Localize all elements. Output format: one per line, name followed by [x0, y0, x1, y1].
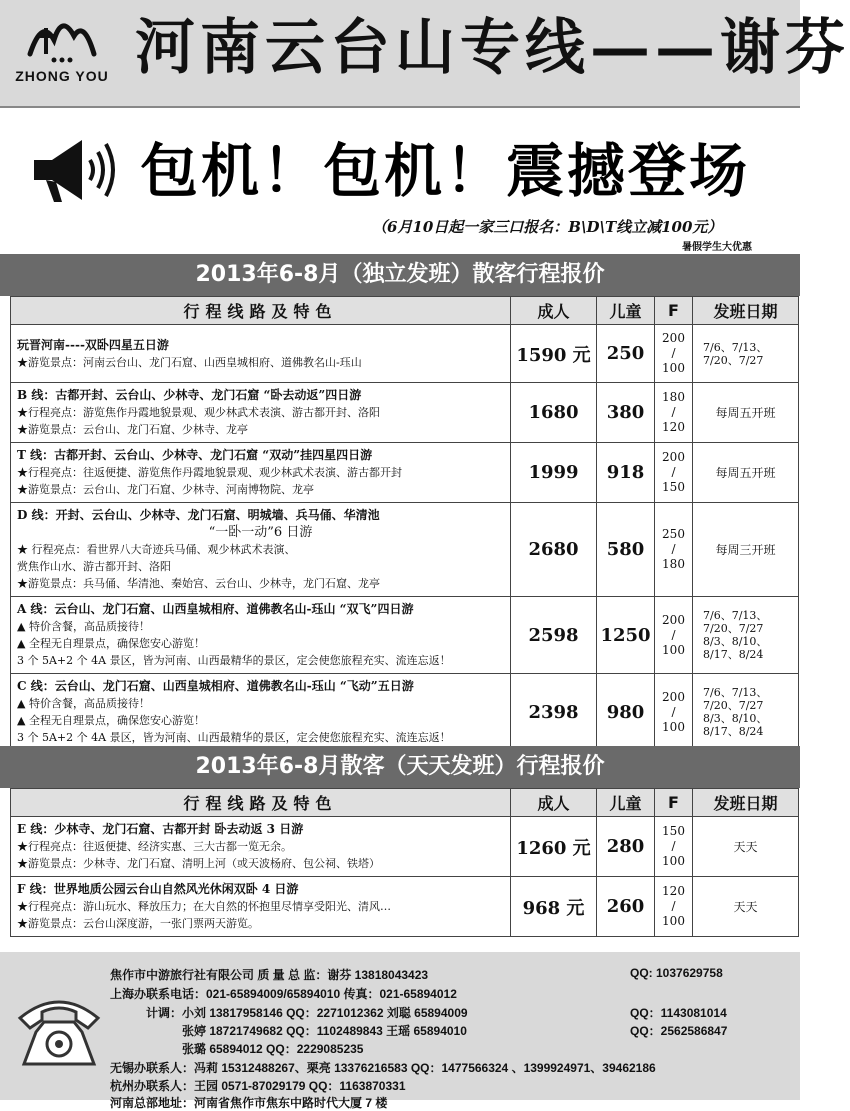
f-price-separator: / — [671, 346, 676, 360]
route-detail: ★游览景点：云台山、龙门石窟、少林寺、河南博物院、龙亭 — [17, 483, 314, 496]
f-price-separator: / — [671, 465, 676, 479]
header-date: 发班日期 — [693, 297, 799, 325]
f-price-bottom: 180 — [662, 557, 685, 571]
departure-date: 天天 — [693, 877, 799, 937]
contact-row-hangzhou: 杭州办联系人：王园 0571-87029179 QQ：1163870331 — [110, 1079, 406, 1093]
page-title: 河南云台山专线——谢芬 — [135, 13, 850, 83]
route-cell — [11, 877, 511, 937]
f-price-cell — [655, 503, 693, 597]
contact-row-planner-2-qq: QQ：2562586847 — [630, 1024, 728, 1038]
route-detail: “一卧一动”6 日游 — [208, 525, 313, 540]
table-row — [11, 325, 799, 383]
promo-banner — [0, 110, 800, 253]
promo-discount-note: （6月10日起一家三口报名：B\D\T线立减100元） — [372, 218, 723, 236]
adult-price: 1999 — [511, 443, 597, 503]
adult-price: 1590 元 — [511, 325, 597, 383]
header-f: F — [655, 789, 693, 817]
header-banner — [0, 0, 850, 108]
header-child: 儿童 — [597, 789, 655, 817]
adult-price: 968 元 — [511, 877, 597, 937]
f-price-cell — [655, 877, 693, 937]
table-row — [11, 383, 799, 443]
f-price-separator: / — [671, 704, 676, 719]
route-title: A 线：云台山、龙门石窟、山西皇城相府、道佛教名山-珏山 “双飞”四日游 — [17, 602, 414, 616]
departure-date: 每周五开班 — [693, 383, 799, 443]
header-route: 行程线路及特色 — [11, 789, 511, 817]
company-logo — [6, 6, 118, 100]
contact-row-address: 河南总部地址：河南省焦作市焦东中路时代大厦 7 楼 — [110, 1096, 388, 1110]
departure-date: 7/6、7/13、 7/20、7/27 8/3、8/10、 8/17、8/24 — [693, 597, 799, 674]
departure-date: 7/6、7/13、 7/20、7/27 — [693, 325, 799, 383]
header-child: 儿童 — [597, 297, 655, 325]
telephone-icon — [14, 988, 104, 1074]
f-price-top: 120 — [662, 884, 685, 898]
child-price: 380 — [597, 383, 655, 443]
f-price-cell — [655, 674, 693, 751]
route-cell — [11, 443, 511, 503]
route-cell — [11, 817, 511, 877]
f-price-cell — [655, 383, 693, 443]
route-title: F 线：世界地质公园云台山自然风光休闲双卧 4 日游 — [17, 882, 299, 896]
section1-table — [10, 296, 799, 751]
adult-price: 2598 — [511, 597, 597, 674]
departure-date: 每周三开班 — [693, 503, 799, 597]
route-title: T 线：古都开封、云台山、少林寺、龙门石窟 “双动”挂四星四日游 — [17, 448, 373, 462]
route-detail: ▲ 特价含餐，高品质接待！ — [17, 697, 150, 710]
f-price-cell — [655, 597, 693, 674]
promo-student-note: 暑假学生大优惠 — [682, 242, 752, 253]
route-detail: 3 个 5A+2 个 4A 景区，皆为河南、山西最精华的景区，定会使您旅程充实、流连忘返！ — [17, 731, 451, 744]
header-adult: 成人 — [511, 297, 597, 325]
header-route: 行程线路及特色 — [11, 297, 511, 325]
table-header-row — [11, 297, 799, 325]
section1-title: 2013年6-8月（独立发班）散客行程报价 — [0, 254, 800, 296]
f-price-bottom: 100 — [662, 854, 685, 868]
table-row — [11, 443, 799, 503]
table-row — [11, 597, 799, 674]
route-cell — [11, 674, 511, 751]
route-detail: ★行程亮点：往返便捷、游览焦作丹霞地貌景观、观少林武术表演、游古都开封 — [17, 466, 402, 479]
section2-title: 2013年6-8月散客（天天发班）行程报价 — [0, 746, 800, 788]
f-price-bottom: 150 — [662, 480, 685, 494]
child-price: 918 — [597, 443, 655, 503]
f-price-separator: / — [671, 839, 676, 853]
header-date: 发班日期 — [693, 789, 799, 817]
f-price-separator: / — [671, 405, 676, 419]
table-row — [11, 877, 799, 937]
child-price: 260 — [597, 877, 655, 937]
route-detail: ★游览景点：兵马俑、华清池、秦始宫、云台山、少林寺，龙门石窟、龙亭 — [17, 577, 380, 590]
f-price-separator: / — [671, 627, 676, 642]
adult-price: 2398 — [511, 674, 597, 751]
contact-footer — [0, 952, 800, 1110]
f-price-bottom: 100 — [662, 719, 685, 734]
route-title: D 线：开封、云台山、少林寺、龙门石窟、明城墙、兵马俑、华清池 — [17, 508, 380, 522]
departure-date: 7/6、7/13、 7/20、7/27 8/3、8/10、 8/17、8/24 — [693, 674, 799, 751]
route-cell — [11, 503, 511, 597]
route-detail: ★ 行程亮点：看世界八大奇迹兵马俑、观少林武术表演、 — [17, 543, 296, 556]
route-detail: ★行程亮点：往返便捷、经济实惠、三大古都一览无余。 — [17, 840, 292, 853]
contact-row-shanghai: 上海办联系电话：021-65894009/65894010 传真：021-65894012 — [110, 987, 457, 1001]
mountain-logo-icon — [24, 10, 100, 66]
promo-headline: 包机！包机！震撼登场 — [140, 137, 751, 205]
route-detail: ▲ 全程无自理景点，确保您安心游览！ — [17, 714, 205, 727]
table-row — [11, 817, 799, 877]
contact-row-planner-3: 张璐 65894012 QQ：2229085235 — [182, 1042, 364, 1056]
contact-row-company-qq: QQ: 1037629758 — [630, 966, 723, 980]
header-f: F — [655, 297, 693, 325]
section2-table — [10, 788, 799, 937]
route-detail: ★游览景点：云台山、龙门石窟、少林寺、龙亭 — [17, 423, 248, 436]
f-price-top: 250 — [662, 527, 685, 541]
adult-price: 1260 元 — [511, 817, 597, 877]
f-price-top: 200 — [662, 331, 685, 345]
f-price-top: 150 — [662, 824, 685, 838]
contact-row-company: 焦作市中游旅行社有限公司 质 量 总 监：谢芬 13818043423 — [110, 968, 429, 982]
contact-row-planner-2: 张婷 18721749682 QQ：1102489843 王瑶 65894010 — [182, 1024, 467, 1038]
route-title: C 线：云台山、龙门石窟、山西皇城相府、道佛教名山-珏山 “飞动”五日游 — [17, 679, 414, 693]
f-price-cell — [655, 443, 693, 503]
route-detail: ★游览景点：河南云台山、龙门石窟、山西皇城相府、道佛教名山-珏山 — [17, 355, 362, 369]
departure-date: 天天 — [693, 817, 799, 877]
route-detail: ▲ 全程无自理景点，确保您安心游览！ — [17, 637, 205, 650]
departure-date: 每周五开班 — [693, 443, 799, 503]
route-title: E 线：少林寺、龙门石窟、古都开封 卧去动返 3 日游 — [17, 822, 304, 836]
table-header-row — [11, 789, 799, 817]
adult-price: 1680 — [511, 383, 597, 443]
table-row — [11, 674, 799, 751]
contact-row-wuxi: 无锡办联系人：冯莉 15312488267、栗亮 13376216583 QQ：1477566324 、1399924971、39462186 — [110, 1061, 656, 1075]
route-detail: ★行程亮点：游山玩水、释放压力；在大自然的怀抱里尽情享受阳光、清风… — [17, 900, 391, 913]
contact-row-planner-1-qq: QQ：1143081014 — [630, 1006, 727, 1020]
route-detail: 3 个 5A+2 个 4A 景区，皆为河南、山西最精华的景区，定会使您旅程充实、流连忘返！ — [17, 654, 451, 667]
f-price-separator: / — [671, 542, 676, 556]
f-price-top: 180 — [662, 390, 685, 404]
f-price-top: 200 — [662, 689, 685, 704]
megaphone-icon — [26, 130, 116, 210]
header-adult: 成人 — [511, 789, 597, 817]
route-detail: ★行程亮点：游览焦作丹霞地貌景观、观少林武术表演、游古都开封、洛阳 — [17, 406, 380, 419]
table-row — [11, 503, 799, 597]
route-detail: ▲ 特价含餐，高品质接待！ — [17, 620, 150, 633]
contact-row-planner-1: 计调：小刘 13817958146 QQ：2271012362 刘聪 65894009 — [146, 1006, 468, 1020]
f-price-cell — [655, 325, 693, 383]
route-cell — [11, 383, 511, 443]
child-price: 280 — [597, 817, 655, 877]
f-price-top: 200 — [662, 450, 685, 464]
f-price-bottom: 100 — [662, 642, 685, 657]
child-price: 1250 — [597, 597, 655, 674]
route-detail: ★游览景点：云台山深度游，一张门票两天游览。 — [17, 917, 259, 930]
route-detail: 赏焦作山水、游古都开封、洛阳 — [17, 560, 171, 573]
f-price-bottom: 100 — [662, 361, 685, 375]
f-price-bottom: 100 — [662, 914, 685, 928]
child-price: 580 — [597, 503, 655, 597]
route-cell — [11, 325, 511, 383]
f-price-top: 200 — [662, 612, 685, 627]
adult-price: 2680 — [511, 503, 597, 597]
route-title: 玩晋河南----双卧四星五日游 — [17, 337, 169, 352]
route-title: B 线：古都开封、云台山、少林寺、龙门石窟 “卧去动返”四日游 — [17, 388, 362, 402]
child-price: 250 — [597, 325, 655, 383]
child-price: 980 — [597, 674, 655, 751]
f-price-separator: / — [671, 899, 676, 913]
f-price-cell — [655, 817, 693, 877]
logo-text: ZHONG YOU — [15, 68, 109, 84]
f-price-bottom: 120 — [662, 420, 685, 434]
route-cell — [11, 597, 511, 674]
route-detail: ★游览景点：少林寺、龙门石窟、清明上河（或天波杨府、包公祠、铁塔） — [17, 857, 380, 870]
